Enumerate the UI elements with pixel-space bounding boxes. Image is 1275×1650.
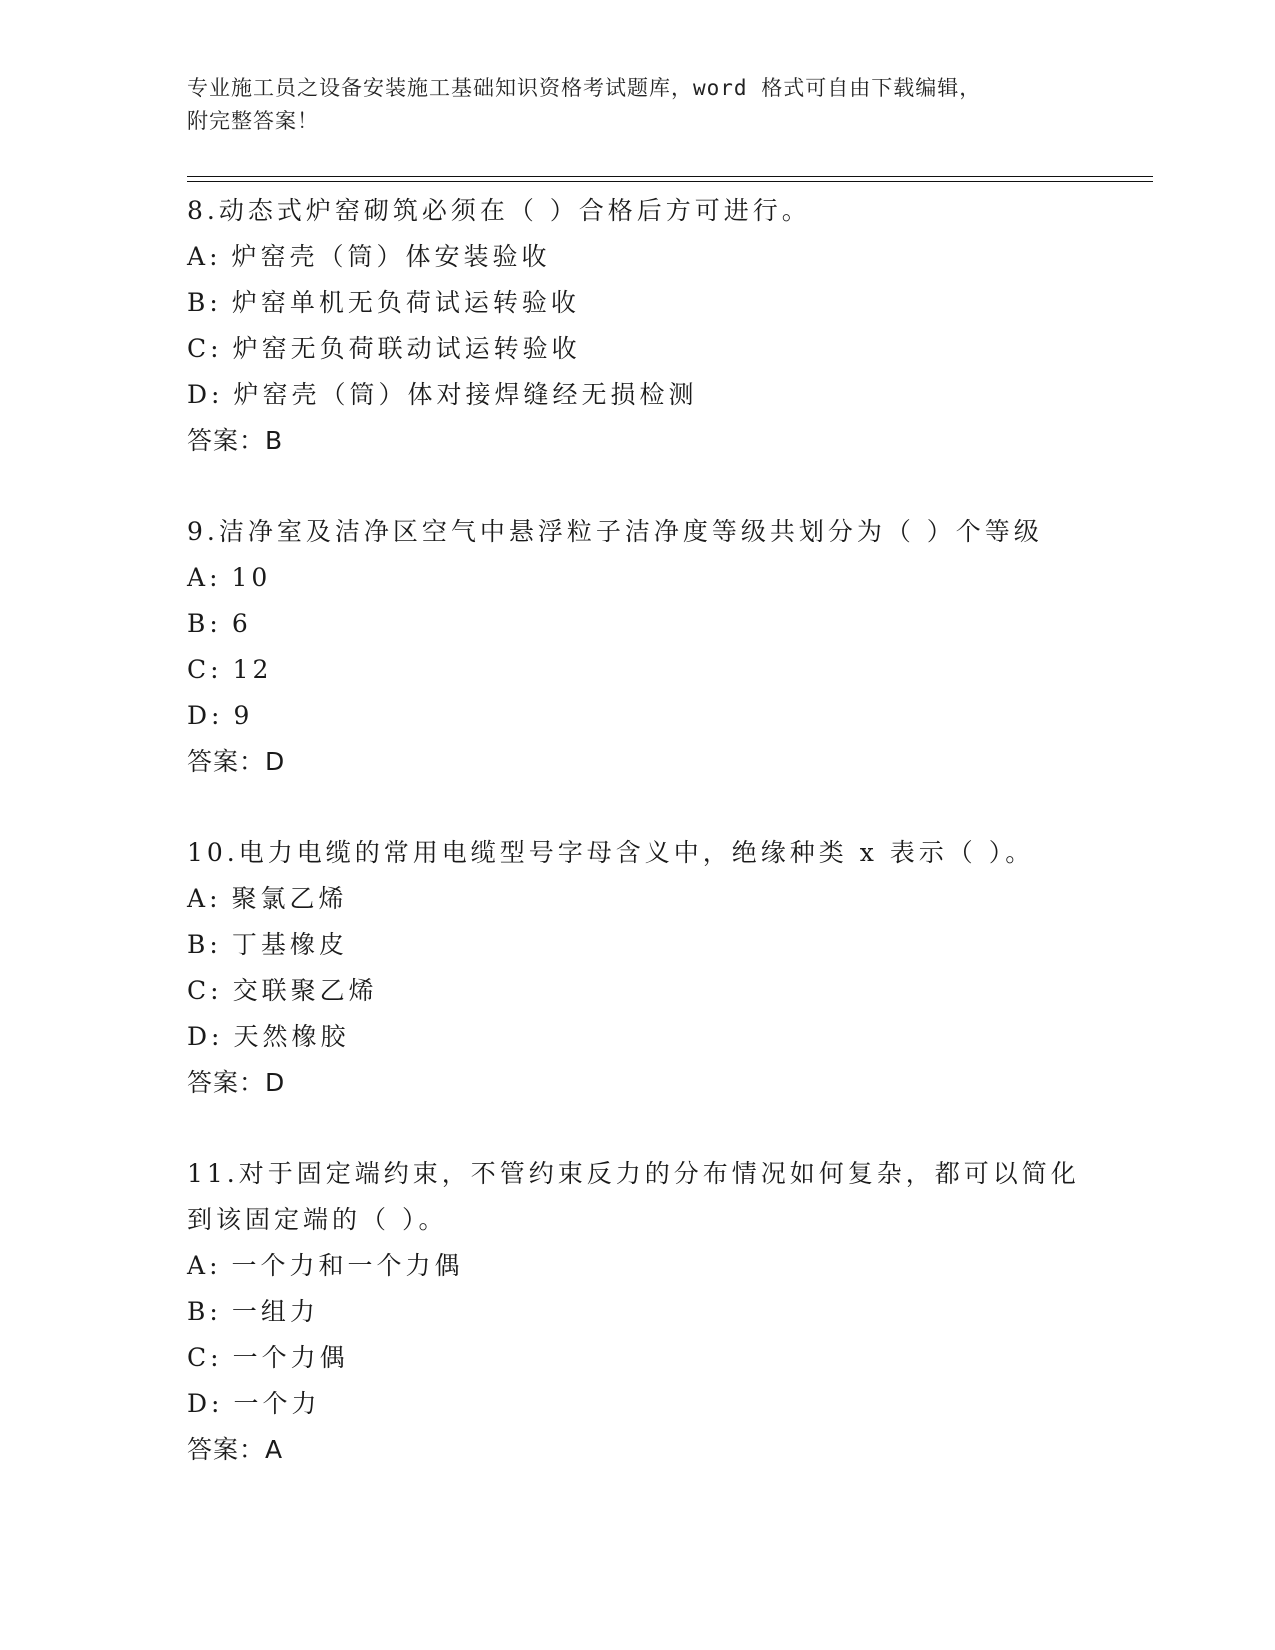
header-divider-top bbox=[187, 176, 1153, 177]
option-c bbox=[187, 1335, 1147, 1381]
option-text: 6 bbox=[231, 609, 252, 638]
question-item bbox=[187, 188, 1147, 464]
question-item bbox=[187, 1151, 1147, 1473]
option-text: 聚氯乙烯 bbox=[231, 884, 348, 913]
option-a bbox=[187, 876, 1147, 922]
question-stem: 10.电力电缆的常用电缆型号字母含义中，绝缘种类 x 表示（ ）。 bbox=[187, 838, 1035, 867]
header-line-1: 专业施工员之设备安装施工基础知识资格考试题库，word 格式可自由下载编辑， bbox=[187, 76, 982, 100]
option-a bbox=[187, 1243, 1147, 1289]
option-letter: A bbox=[187, 563, 210, 592]
option-b bbox=[187, 1289, 1147, 1335]
option-c bbox=[187, 968, 1147, 1014]
option-text: 9 bbox=[233, 701, 254, 730]
option-separator: : bbox=[209, 563, 222, 592]
option-a bbox=[187, 234, 1147, 280]
option-separator: : bbox=[209, 1297, 222, 1326]
header-divider-bottom bbox=[187, 181, 1153, 182]
option-letter: C bbox=[187, 1343, 211, 1372]
option-d bbox=[187, 693, 1147, 739]
answer-line: 答案：D bbox=[187, 1068, 286, 1097]
option-d bbox=[187, 1014, 1147, 1060]
option-separator: : bbox=[210, 655, 223, 684]
option-separator: : bbox=[211, 380, 224, 409]
option-letter: D bbox=[187, 701, 212, 730]
option-letter: D bbox=[187, 380, 212, 409]
option-separator: : bbox=[209, 1251, 222, 1280]
option-d bbox=[187, 1381, 1147, 1427]
option-letter: B bbox=[187, 1297, 210, 1326]
option-text: 10 bbox=[231, 563, 272, 592]
option-text: 一个力 bbox=[233, 1389, 321, 1418]
option-b bbox=[187, 280, 1147, 326]
option-d bbox=[187, 372, 1147, 418]
option-letter: C bbox=[187, 334, 211, 363]
option-letter: D bbox=[187, 1389, 212, 1418]
option-separator: : bbox=[209, 884, 222, 913]
question-item bbox=[187, 509, 1147, 785]
option-separator: : bbox=[209, 288, 222, 317]
option-b bbox=[187, 601, 1147, 647]
option-separator: : bbox=[210, 334, 223, 363]
header-line-2: 附完整答案！ bbox=[187, 109, 319, 133]
option-a bbox=[187, 555, 1147, 601]
option-c bbox=[187, 647, 1147, 693]
answer-line: 答案：B bbox=[187, 426, 284, 455]
question-stem: 9.洁净室及洁净区空气中悬浮粒子洁净度等级共划分为（ ）个等级 bbox=[187, 517, 1043, 546]
option-text: 丁基橡皮 bbox=[231, 930, 348, 959]
option-letter: A bbox=[187, 884, 210, 913]
option-letter: B bbox=[187, 288, 210, 317]
question-list bbox=[187, 188, 1147, 1518]
option-letter: D bbox=[187, 1022, 212, 1051]
question-stem: 11.对于固定端约束，不管约束反力的分布情况如何复杂，都可以简化到该固定端的（ ）。 bbox=[187, 1159, 1080, 1234]
option-separator: : bbox=[209, 930, 222, 959]
option-text: 炉窑单机无负荷试运转验收 bbox=[231, 288, 580, 317]
option-text: 炉窑壳（筒）体对接焊缝经无损检测 bbox=[233, 380, 698, 409]
option-letter: B bbox=[187, 930, 210, 959]
option-c bbox=[187, 326, 1147, 372]
document-header bbox=[187, 72, 1087, 138]
option-letter: A bbox=[187, 242, 210, 271]
option-text: 天然橡胶 bbox=[233, 1022, 350, 1051]
question-item bbox=[187, 830, 1147, 1106]
option-letter: C bbox=[187, 655, 211, 684]
option-text: 12 bbox=[232, 655, 273, 684]
question-stem: 8.动态式炉窑砌筑必须在（ ）合格后方可进行。 bbox=[187, 196, 811, 225]
option-text: 交联聚乙烯 bbox=[232, 976, 378, 1005]
option-b bbox=[187, 922, 1147, 968]
option-separator: : bbox=[211, 1389, 224, 1418]
answer-line: 答案：A bbox=[187, 1435, 284, 1464]
option-text: 一组力 bbox=[231, 1297, 319, 1326]
option-separator: : bbox=[211, 701, 224, 730]
answer-line: 答案：D bbox=[187, 747, 286, 776]
option-letter: C bbox=[187, 976, 211, 1005]
option-text: 一个力偶 bbox=[232, 1343, 349, 1372]
option-separator: : bbox=[209, 609, 222, 638]
option-separator: : bbox=[210, 976, 223, 1005]
option-text: 炉窑无负荷联动试运转验收 bbox=[232, 334, 581, 363]
option-letter: A bbox=[187, 1251, 210, 1280]
option-separator: : bbox=[210, 1343, 223, 1372]
option-text: 炉窑壳（筒）体安装验收 bbox=[231, 242, 551, 271]
option-separator: : bbox=[211, 1022, 224, 1051]
option-text: 一个力和一个力偶 bbox=[231, 1251, 464, 1280]
option-letter: B bbox=[187, 609, 210, 638]
option-separator: : bbox=[209, 242, 222, 271]
